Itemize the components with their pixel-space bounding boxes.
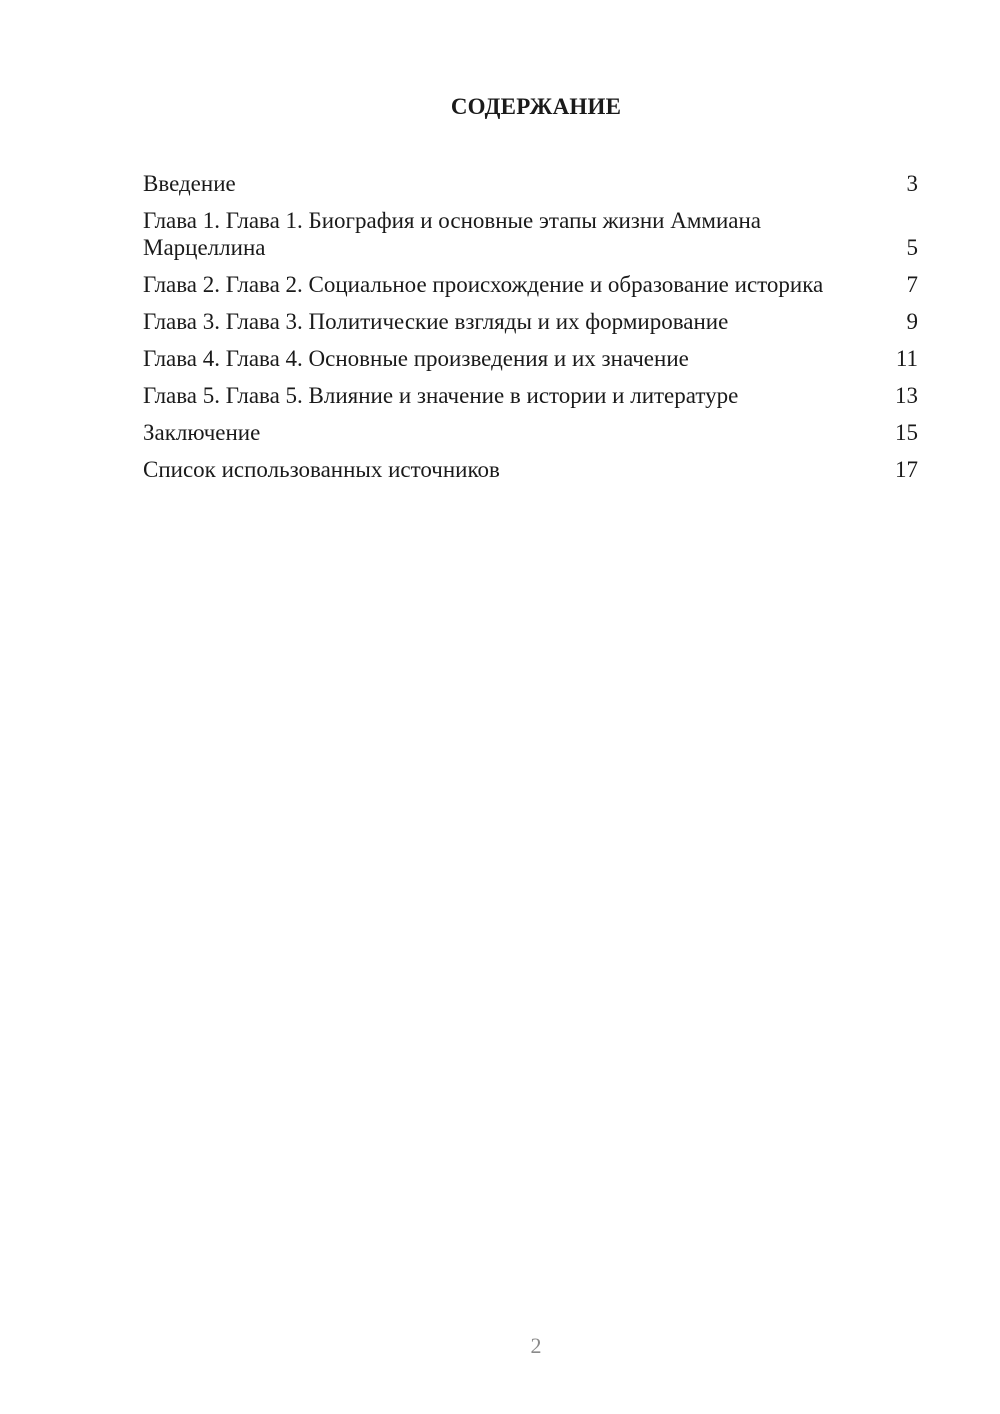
table-of-contents bbox=[143, 170, 918, 493]
toc-entry-chapter-2 bbox=[143, 271, 918, 298]
toc-entry-page-number: 7 bbox=[906, 272, 918, 297]
toc-entry-label: Введение bbox=[143, 171, 236, 196]
toc-entry-conclusion bbox=[143, 419, 918, 446]
toc-entry-introduction bbox=[143, 170, 918, 197]
toc-entry-label: Глава 4. Глава 4. Основные произведения и их значение bbox=[143, 346, 689, 371]
toc-entry-page-number: 11 bbox=[895, 346, 918, 371]
toc-entry-label: Глава 1. Глава 1. Биография и основные этапы жизни Аммиана Марцеллина bbox=[143, 208, 761, 260]
toc-entry-page-number: 17 bbox=[895, 457, 918, 482]
toc-entry-label: Заключение bbox=[143, 420, 261, 445]
toc-entry-label: Глава 2. Глава 2. Социальное происхождение и образование историка bbox=[143, 272, 824, 297]
toc-entry-page-number: 9 bbox=[906, 309, 918, 334]
toc-entry-chapter-5 bbox=[143, 382, 918, 409]
toc-entry-page-number: 3 bbox=[906, 171, 918, 196]
toc-entry-bibliography bbox=[143, 456, 918, 483]
toc-entry-label: Глава 5. Глава 5. Влияние и значение в истории и литературе bbox=[143, 383, 739, 408]
toc-entry-label: Список использованных источников bbox=[143, 457, 500, 482]
toc-entry-page-number: 5 bbox=[906, 235, 918, 260]
toc-entry-chapter-3 bbox=[143, 308, 918, 335]
page-footer-number: 2 bbox=[530, 1333, 542, 1358]
toc-entry-page-number: 13 bbox=[895, 383, 918, 408]
toc-entry-chapter-4 bbox=[143, 345, 918, 372]
toc-entry-page-number: 15 bbox=[895, 420, 918, 445]
toc-title: СОДЕРЖАНИЕ bbox=[450, 94, 622, 119]
toc-entry-chapter-1 bbox=[143, 207, 918, 261]
toc-entry-label: Глава 3. Глава 3. Политические взгляды и их формирование bbox=[143, 309, 729, 334]
